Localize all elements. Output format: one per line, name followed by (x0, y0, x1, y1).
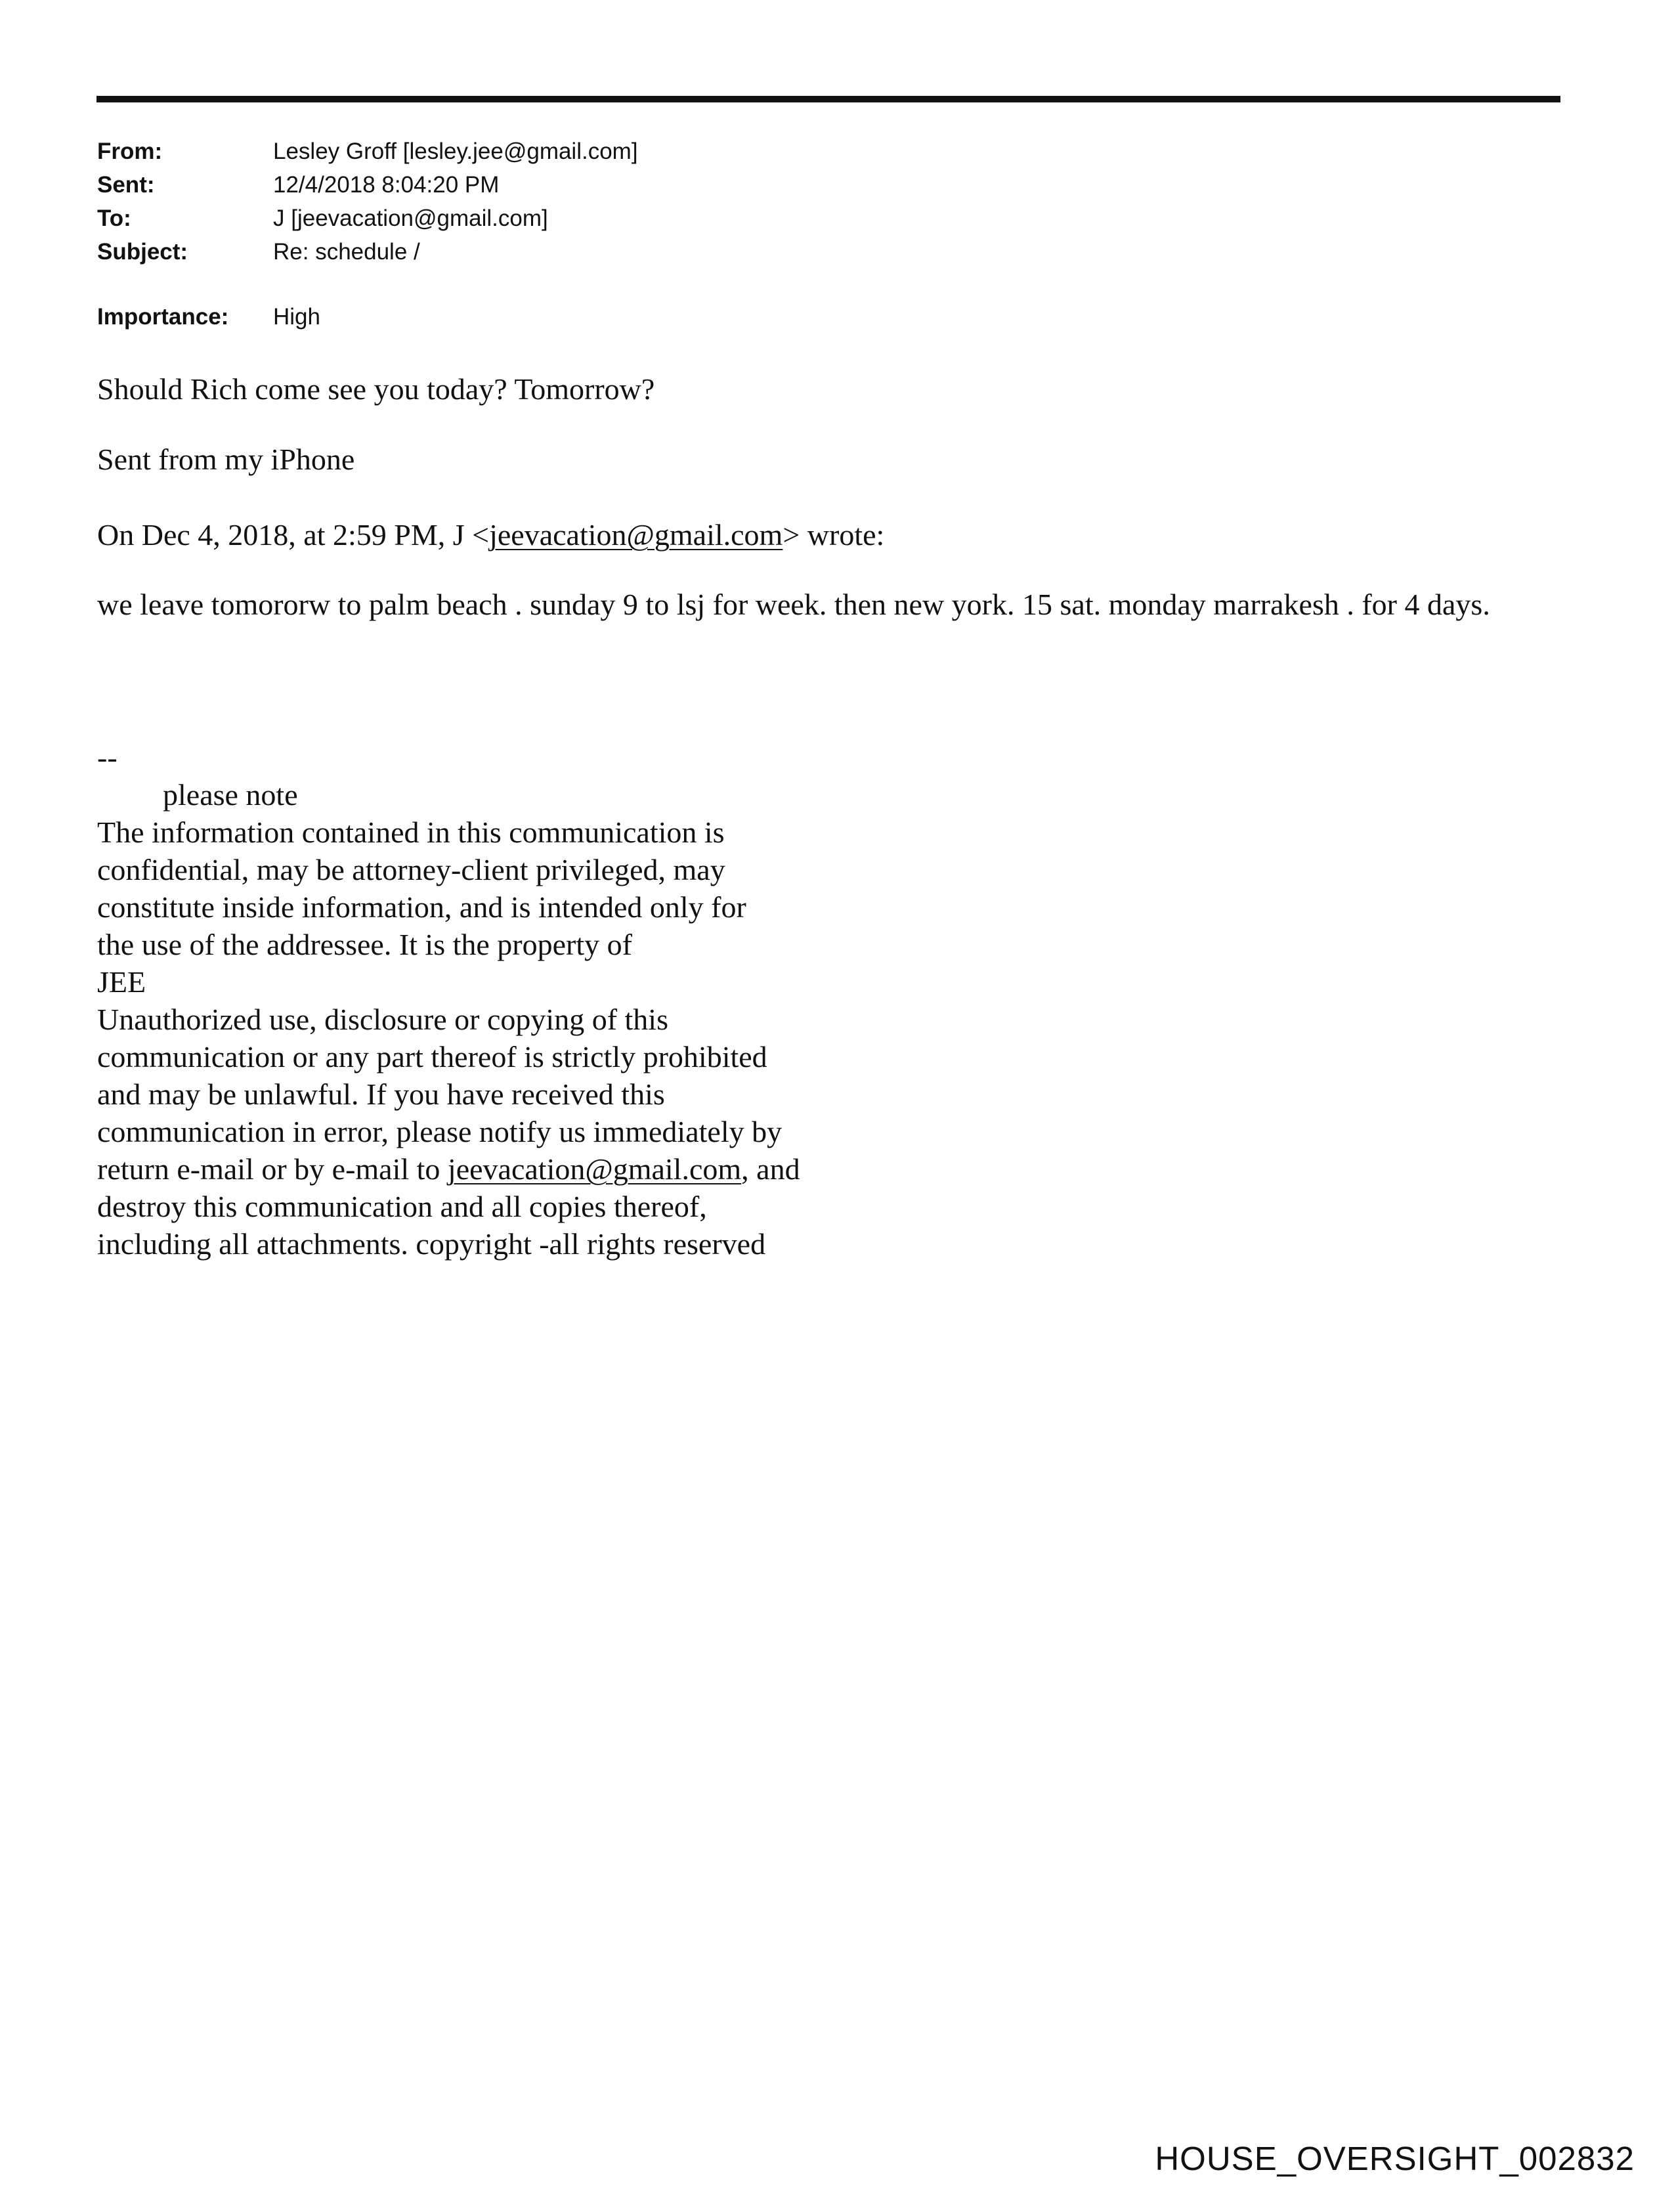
to-row (97, 202, 638, 235)
return-suffix: , and (741, 1152, 800, 1186)
signature-separator: -- (97, 741, 118, 774)
subject-label: Subject: (97, 239, 188, 265)
email-header (97, 135, 638, 334)
disclaimer-line: the use of the addressee. It is the property of (97, 928, 632, 961)
confidentiality-disclaimer (97, 739, 800, 1263)
disclaimer-line: The information contained in this communication is (97, 815, 725, 849)
quote-attribution (97, 517, 884, 553)
subject-row (97, 235, 638, 269)
quote-attribution-suffix: > wrote: (783, 518, 885, 552)
disclaimer-line: constitute inside information, and is intended only for (97, 890, 746, 924)
disclaimer-return-line (97, 1150, 800, 1188)
to-label: To: (97, 206, 131, 231)
bates-number: HOUSE_OVERSIGHT_002832 (1155, 2140, 1635, 2177)
disclaimer-line: confidential, may be attorney-client privileged, may (97, 853, 725, 886)
importance-value: High (273, 304, 320, 330)
from-row (97, 135, 638, 168)
sent-row (97, 168, 638, 202)
disclaimer-line: Unauthorized use, disclosure or copying of this (97, 1003, 668, 1036)
quoted-message: we leave tomororw to palm beach . sunday 9 to lsj for week. then new york. 15 sat. monday marrakesh . for 4 days. (97, 588, 1490, 621)
disclaimer-line: destroy this communication and all copies thereof, (97, 1190, 707, 1223)
from-label: From: (97, 139, 163, 164)
disclaimer-line: JEE (97, 965, 146, 999)
disclaimer-email-link[interactable]: jeevacation@gmail.com (447, 1152, 742, 1186)
subject-value: Re: schedule / (273, 239, 420, 265)
quote-attribution-email-link[interactable]: jeevacation@gmail.com (489, 518, 783, 552)
disclaimer-line: please note (163, 778, 298, 812)
return-prefix: return e-mail or by e-mail to (97, 1152, 448, 1186)
sent-label: Sent: (97, 172, 155, 198)
disclaimer-line: communication in error, please notify us immediately by (97, 1115, 783, 1148)
disclaimer-line: including all attachments. copyright -all rights reserved (97, 1227, 766, 1261)
from-value: Lesley Groff [lesley.jee@gmail.com] (273, 139, 638, 164)
reply-text: Should Rich come see you today? Tomorrow? (97, 372, 655, 406)
disclaimer-line: and may be unlawful. If you have received this (97, 1077, 665, 1111)
header-divider (97, 96, 1560, 102)
quote-attribution-prefix: On Dec 4, 2018, at 2:59 PM, J < (97, 518, 490, 552)
importance-label: Importance: (97, 304, 229, 330)
sent-value: 12/4/2018 8:04:20 PM (273, 172, 500, 198)
importance-row (97, 300, 638, 334)
to-value: J [jeevacation@gmail.com] (273, 206, 548, 231)
disclaimer-line: communication or any part thereof is strictly prohibited (97, 1040, 767, 1073)
mobile-signature: Sent from my iPhone (97, 443, 355, 476)
